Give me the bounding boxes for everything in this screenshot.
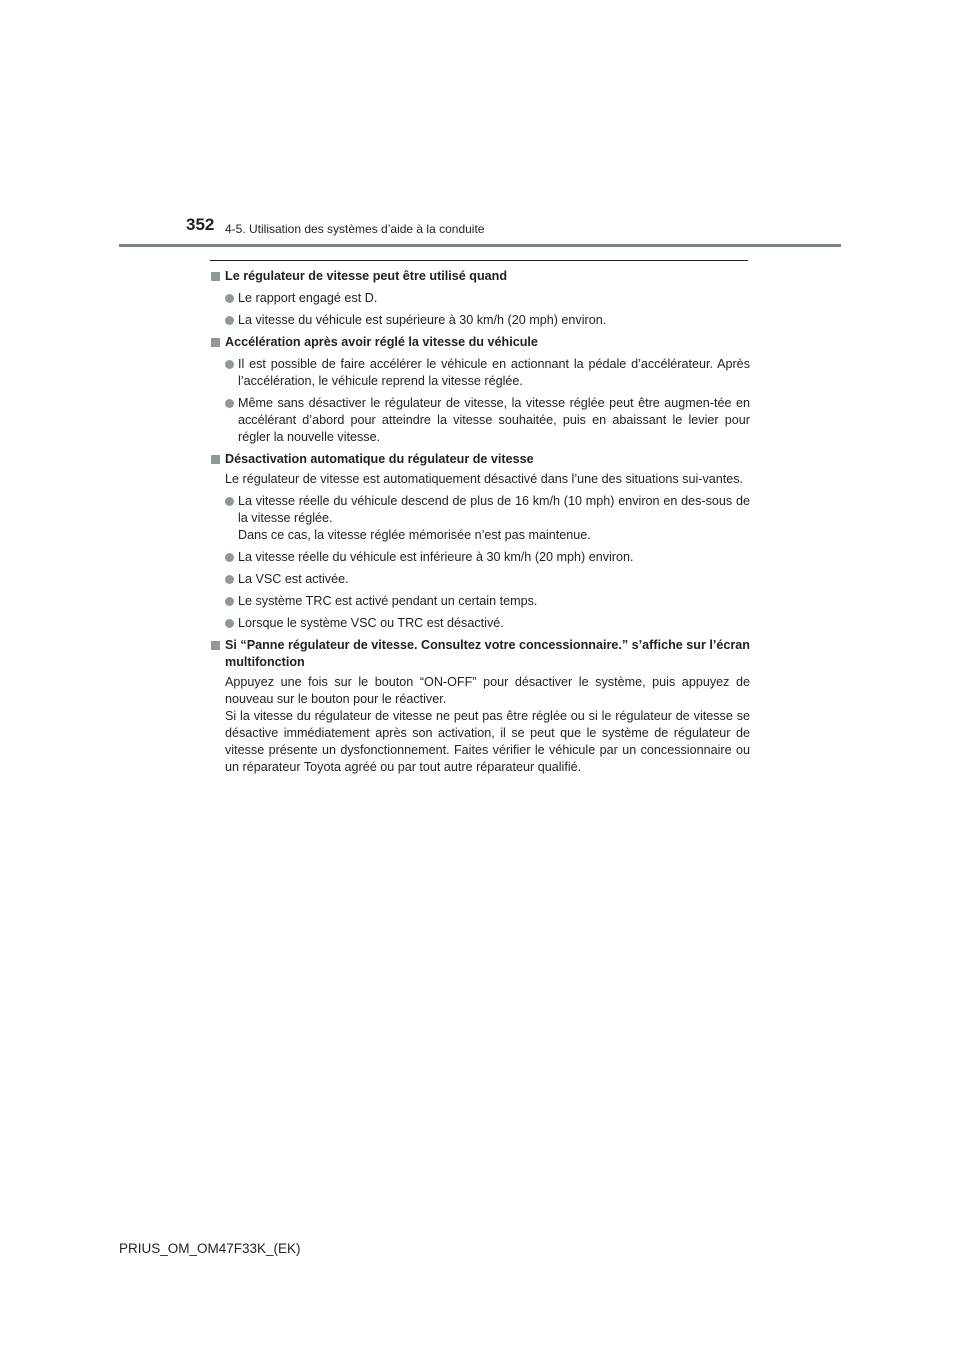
square-bullet-icon xyxy=(211,641,220,650)
list-item-text: Même sans désactiver le régulateur de vitesse, la vitesse réglée peut être augmen-tée en accélérant d’abord pour atteindre la vitesse souhaitée, puis en abaissant le levier pour régler la nouvelle vitesse. xyxy=(238,396,750,444)
section-heading xyxy=(210,268,750,285)
list-item xyxy=(210,615,750,632)
round-bullet-icon xyxy=(225,294,234,303)
section-intro: Le régulateur de vitesse est automatiquement désactivé dans l’une des situations sui-vantes. xyxy=(225,472,744,486)
page-number: 352 xyxy=(186,215,215,234)
list-item-text: La vitesse réelle du véhicule est inférieure à 30 km/h (20 mph) environ. xyxy=(238,550,634,564)
round-bullet-icon xyxy=(225,360,234,369)
section-paragraph: Si la vitesse du régulateur de vitesse ne peut pas être réglée ou si le régulateur de vitesse se désactive immédiatement après son activation, il se peut que le système de régulateur de vitesse présente un dysfonctionnement. Faites vérifier le véhicule par un concessionnaire ou un réparateur Toyota agréé ou par tout autre réparateur qualifié. xyxy=(225,709,750,774)
round-bullet-icon xyxy=(225,497,234,506)
round-bullet-icon xyxy=(225,399,234,408)
list-item xyxy=(210,593,750,610)
section-heading-text: Désactivation automatique du régulateur de vitesse xyxy=(225,452,534,466)
round-bullet-icon xyxy=(225,316,234,325)
list-item-text: La vitesse du véhicule est supérieure à 30 km/h (20 mph) environ. xyxy=(238,313,607,327)
list-item-text: Lorsque le système VSC ou TRC est désactivé. xyxy=(238,616,504,630)
square-bullet-icon xyxy=(211,272,220,281)
section-heading xyxy=(210,637,750,671)
list-item xyxy=(210,312,750,329)
round-bullet-icon xyxy=(225,619,234,628)
list-item xyxy=(210,493,750,544)
list-item xyxy=(210,395,750,446)
list-item-text: Le rapport engagé est D. xyxy=(238,291,378,305)
list-item xyxy=(210,290,750,307)
page-content xyxy=(210,268,750,776)
list-item-text: La vitesse réelle du véhicule descend de plus de 16 km/h (10 mph) environ en des-sous de la vitesse réglée. xyxy=(238,494,750,525)
section-heading-text: Si “Panne régulateur de vitesse. Consultez votre concessionnaire.” s’affiche sur l’écran multifonction xyxy=(225,638,750,669)
square-bullet-icon xyxy=(211,338,220,347)
round-bullet-icon xyxy=(225,575,234,584)
footer-doc-code: PRIUS_OM_OM47F33K_(EK) xyxy=(119,1241,301,1256)
list-item-text: Il est possible de faire accélérer le véhicule en actionnant la pédale d’accélérateur. Après l’accélération, le véhicule reprend la vitesse réglée. xyxy=(238,357,750,388)
square-bullet-icon xyxy=(211,455,220,464)
section-heading-text: Accélération après avoir réglé la vitesse du véhicule xyxy=(225,335,538,349)
list-item-text: Le système TRC est activé pendant un certain temps. xyxy=(238,594,538,608)
list-item xyxy=(210,356,750,390)
section-paragraph: Appuyez une fois sur le bouton “ON-OFF” pour désactiver le système, puis appuyez de nouveau sur le bouton pour le réactiver. xyxy=(225,675,750,706)
list-item-text: La VSC est activée. xyxy=(238,572,349,586)
round-bullet-icon xyxy=(225,597,234,606)
section-heading-text: Le régulateur de vitesse peut être utilisé quand xyxy=(225,269,508,283)
list-item-note: Dans ce cas, la vitesse réglée mémorisée n’est pas maintenue. xyxy=(238,528,591,542)
header-rule xyxy=(119,244,841,247)
section-heading xyxy=(210,334,750,351)
section-rule xyxy=(210,260,748,261)
list-item xyxy=(210,571,750,588)
section-heading xyxy=(210,451,750,468)
running-header: 4-5. Utilisation des systèmes d’aide à la conduite xyxy=(225,222,485,236)
round-bullet-icon xyxy=(225,553,234,562)
list-item xyxy=(210,549,750,566)
